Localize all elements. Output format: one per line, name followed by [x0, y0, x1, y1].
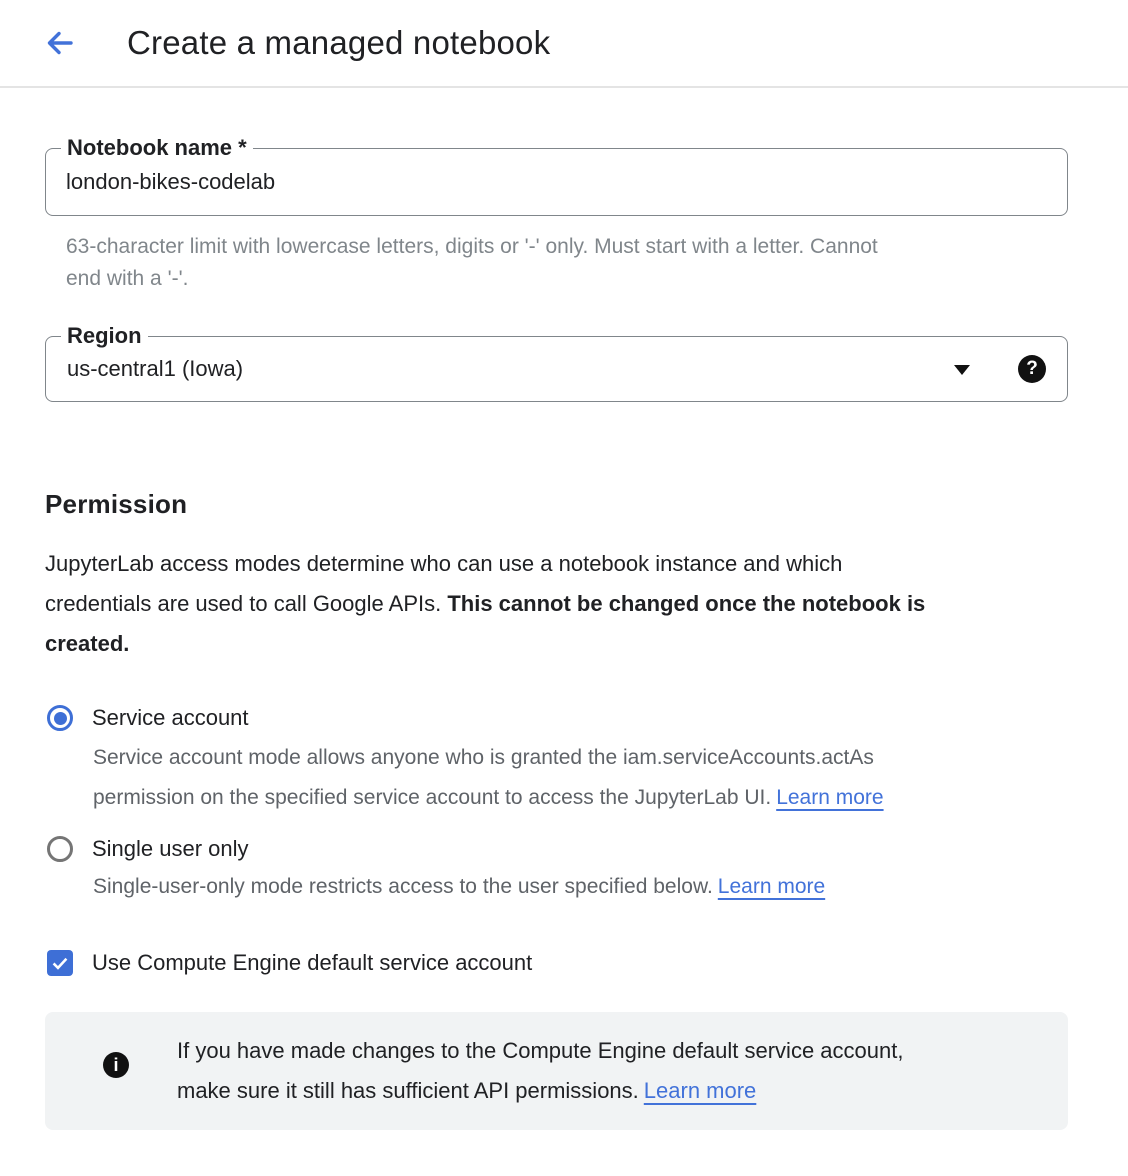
arrow-back-icon — [45, 28, 75, 58]
region-select[interactable] — [45, 323, 1068, 402]
checkbox-checked-icon[interactable] — [47, 950, 73, 976]
page-header — [0, 0, 1128, 88]
single-user-learn-more-link[interactable]: Learn more — [717, 875, 826, 898]
permission-description: JupyterLab access modes determine who can use a notebook instance and which credentials are used to call Google APIs. This cannot be changed once the notebook is created. — [45, 551, 926, 656]
notebook-name-label: Notebook name * — [61, 136, 253, 160]
info-icon: i — [103, 1052, 129, 1078]
single-user-description: Single-user-only mode restricts access to the user specified below. Learn more — [93, 875, 826, 898]
region-selected-value: us-central1 (Iowa) — [67, 356, 244, 381]
radio-unselected-icon[interactable] — [47, 836, 73, 862]
service-account-description: Service account mode allows anyone who is granted the iam.serviceAccounts.actAs permission on the specified service account to access the JupyterLab UI. Learn more — [93, 746, 884, 809]
checkbox-label: Use Compute Engine default service account — [92, 950, 533, 975]
single-user-label: Single user only — [92, 836, 249, 861]
service-account-label: Service account — [92, 705, 249, 730]
dropdown-arrow-icon — [954, 365, 970, 375]
back-button[interactable] — [45, 28, 75, 58]
radio-selected-icon[interactable] — [47, 705, 73, 731]
single-user-option[interactable] — [45, 836, 1083, 862]
info-banner — [45, 1012, 1068, 1130]
info-banner-text: If you have made changes to the Compute Engine default service account, make sure it still has sufficient API permissions. Learn more — [177, 1038, 904, 1103]
region-label: Region — [61, 324, 148, 348]
service-account-learn-more-link[interactable]: Learn more — [776, 786, 884, 809]
notebook-name-field — [45, 135, 1068, 216]
region-help-icon[interactable]: ? — [1018, 355, 1046, 383]
service-account-option[interactable] — [45, 705, 1083, 731]
use-default-service-account-checkbox[interactable] — [45, 950, 1083, 976]
page-title: Create a managed notebook — [127, 24, 551, 61]
info-learn-more-link[interactable]: Learn more — [643, 1078, 757, 1103]
form-content — [0, 135, 1128, 1170]
notebook-name-helper-text: 63-character limit with lowercase letters, digits or '-' only. Must start with a letter. Cannot end with a '-'. — [66, 235, 878, 290]
permission-heading: Permission — [45, 489, 188, 519]
